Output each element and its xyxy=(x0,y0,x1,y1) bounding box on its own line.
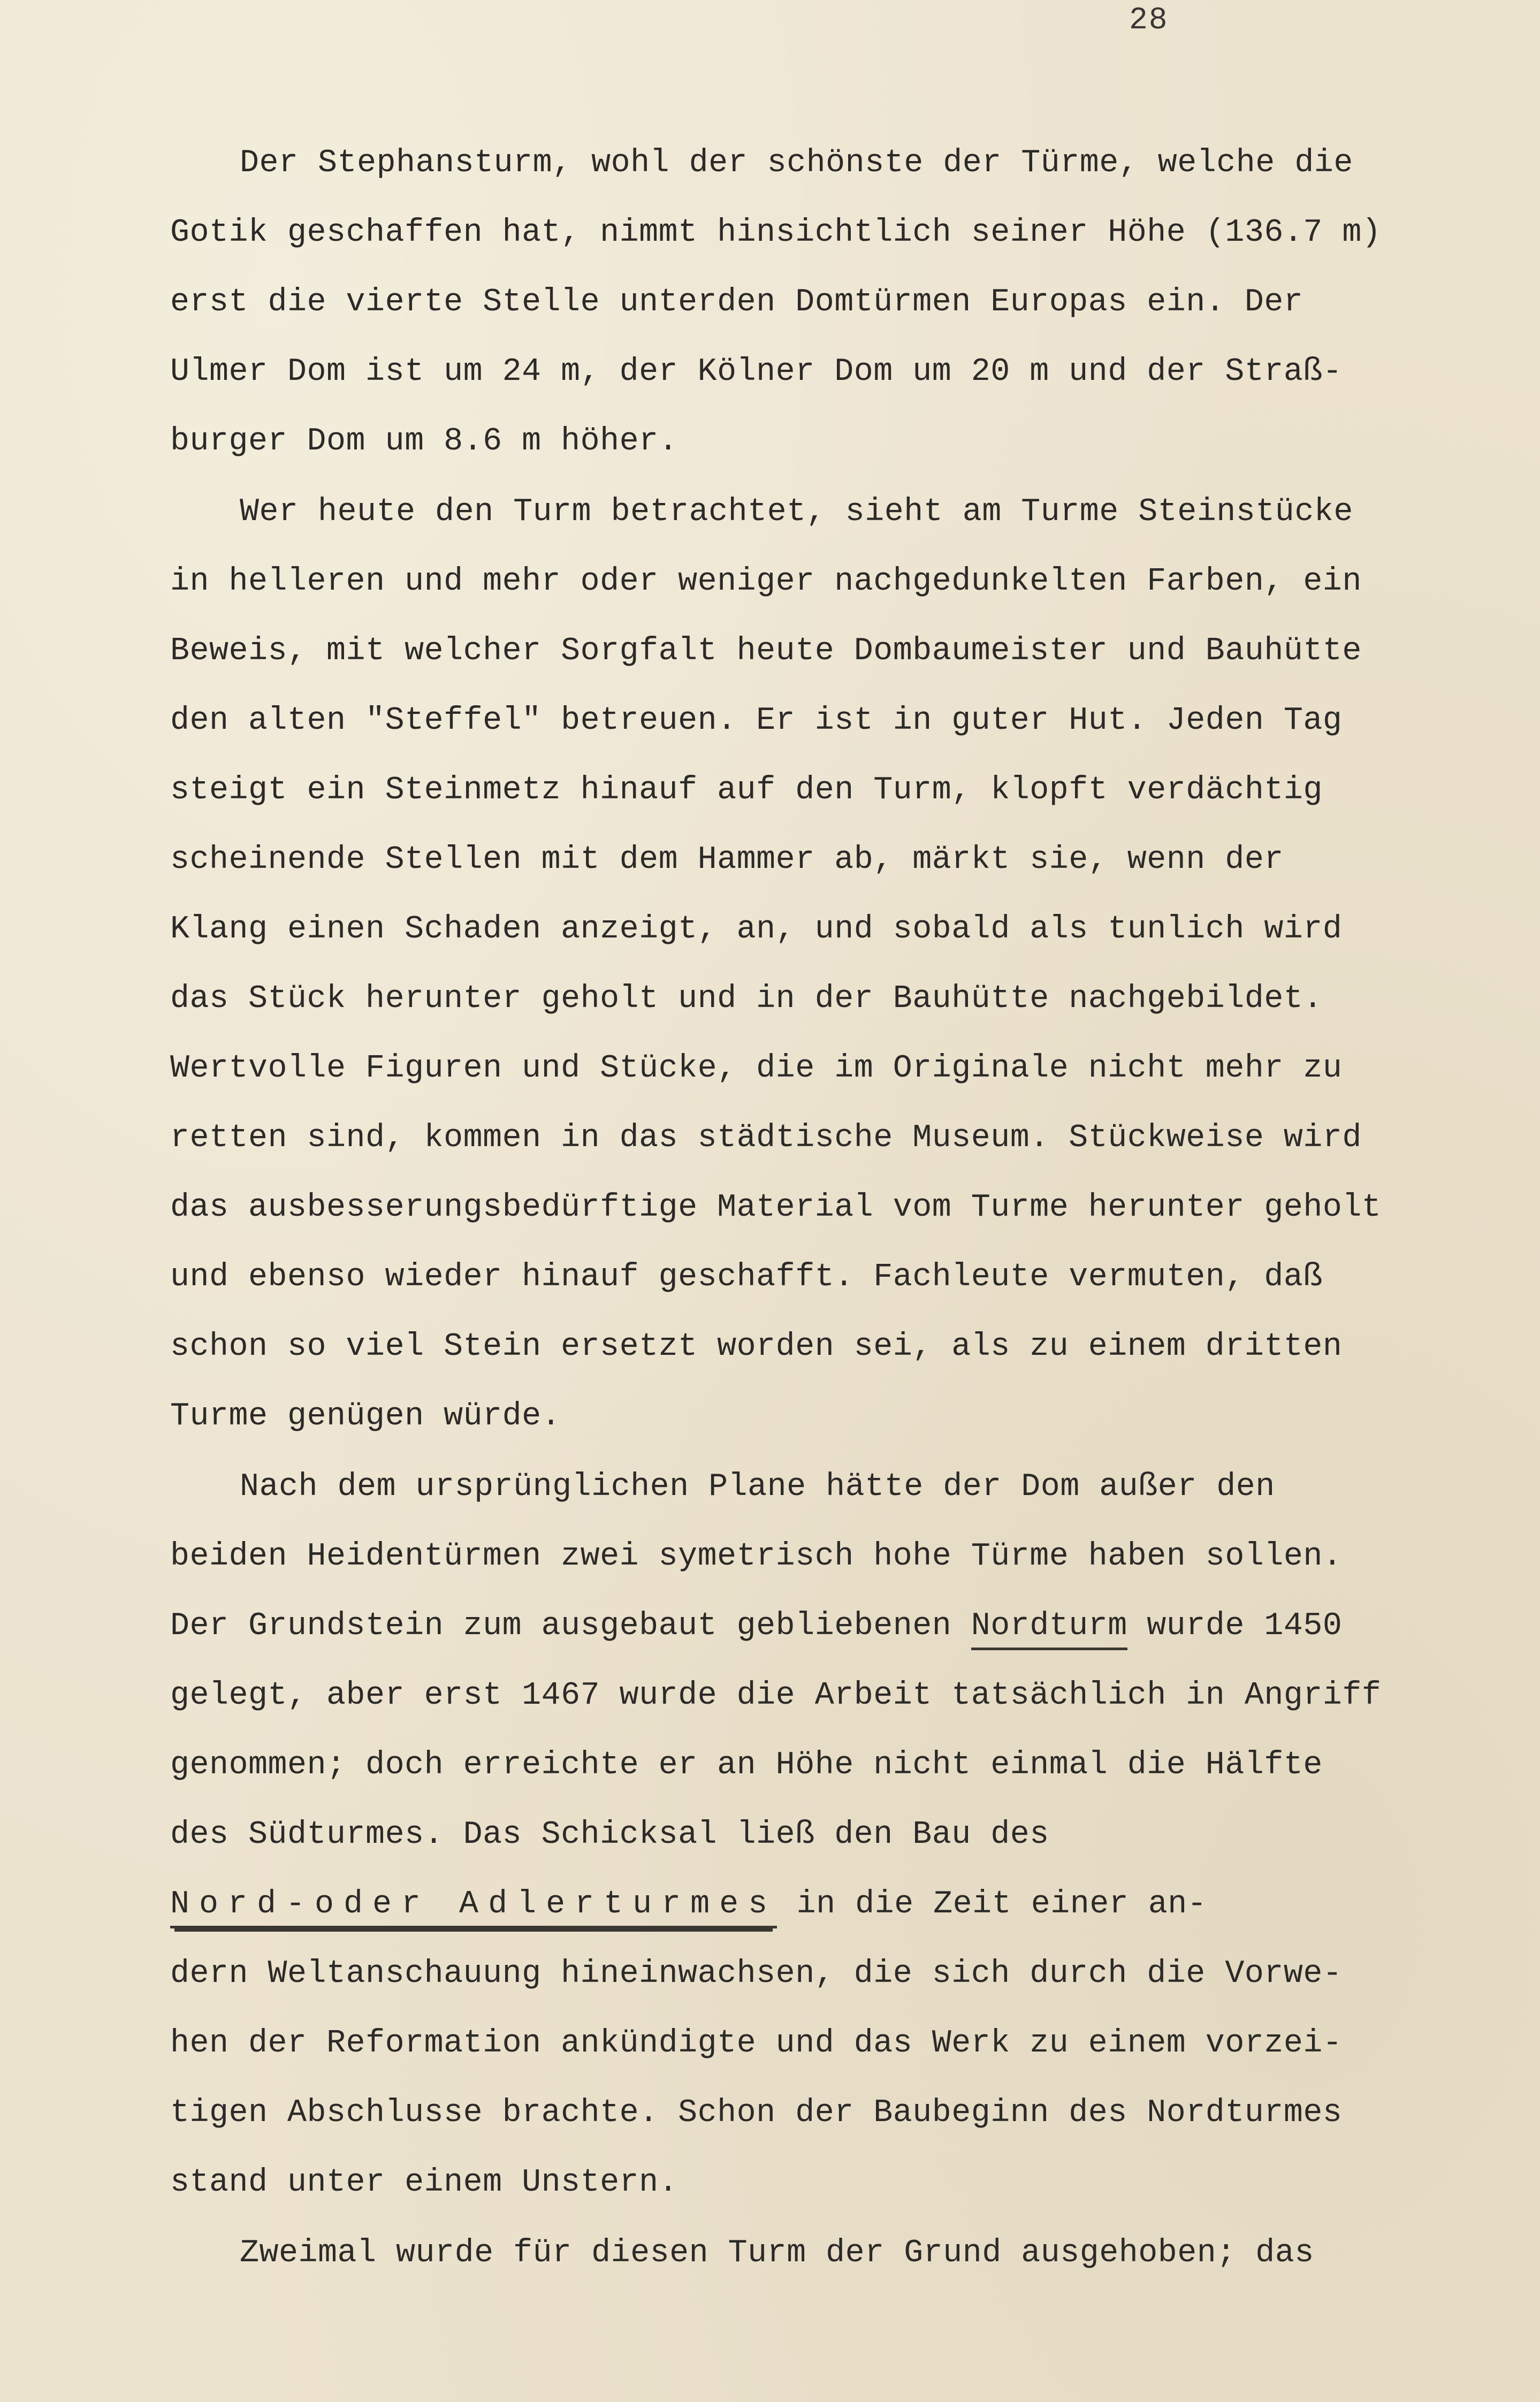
text-line: Wer heute den Turm betrachtet, sieht am Turme Steinstücke xyxy=(240,494,1353,530)
text-line: gelegt, aber erst 1467 wurde die Arbeit tatsächlich in Angriff xyxy=(170,1677,1382,1714)
text-line: scheinende Stellen mit dem Hammer ab, märkt sie, wenn der xyxy=(170,842,1284,878)
text-line: Zweimal wurde für diesen Turm der Grund ausgehoben; das xyxy=(240,2235,1314,2271)
text-line: Gotik geschaffen hat, nimmt hinsichtlich seiner Höhe (136.7 m) xyxy=(170,215,1382,251)
text-line: schon so viel Stein ersetzt worden sei, als zu einem dritten xyxy=(170,1329,1343,1365)
text-line: des Südturmes. Das Schicksal ließ den Bau des xyxy=(170,1817,1049,1853)
text-line: den alten "Steffel" betreuen. Er ist in guter Hut. Jeden Tag xyxy=(170,703,1343,739)
nordturm-line-after: wurde 1450 xyxy=(1127,1608,1343,1644)
text-line: Turme genügen würde. xyxy=(170,1398,561,1435)
nordturm-line-before: Der Grundstein zum ausgebaut gebliebenen xyxy=(170,1608,971,1644)
text-line: und ebenso wieder hinauf geschafft. Fachleute vermuten, daß xyxy=(170,1259,1323,1295)
text-line: erst die vierte Stelle unterden Domtürmen Europas ein. Der xyxy=(170,284,1303,321)
emphasis-line xyxy=(170,1870,1497,1939)
text-line: genommen; doch erreichte er an Höhe nicht einmal die Hälfte xyxy=(170,1747,1323,1783)
text-line: tigen Abschlusse brachte. Schon der Baubeginn des Nordturmes xyxy=(170,2095,1343,2131)
body-text xyxy=(170,128,1497,2288)
text-line: das ausbesserungsbedürftige Material vom Turme herunter geholt xyxy=(170,1189,1382,1226)
text-line: Ulmer Dom ist um 24 m, der Kölner Dom um 20 m und der Straß- xyxy=(170,354,1343,390)
text-line: retten sind, kommen in das städtische Museum. Stückweise wird xyxy=(170,1120,1362,1156)
text-line: stand unter einem Unstern. xyxy=(170,2164,678,2201)
text-line: Wertvolle Figuren und Stücke, die im Originale nicht mehr zu xyxy=(170,1050,1343,1087)
text-line: steigt ein Steinmetz hinauf auf den Turm, klopft verdächtig xyxy=(170,772,1323,809)
spaced-emphasis: Nord-oder Adlerturmes xyxy=(170,1886,777,1928)
page-number: 28 xyxy=(1129,3,1169,38)
text-line: hen der Reformation ankündigte und das Werk zu einem vorzei- xyxy=(170,2025,1343,2062)
text-line: Beweis, mit welcher Sorgfalt heute Dombaumeister und Bauhütte xyxy=(170,633,1362,669)
text-line: Nach dem ursprünglichen Plane hätte der Dom außer den xyxy=(240,1469,1275,1505)
text-line: das Stück herunter geholt und in der Bauhütte nachgebildet. xyxy=(170,981,1323,1017)
text-line: burger Dom um 8.6 m höher. xyxy=(170,423,678,460)
text-line: Der Stephansturm, wohl der schönste der Türme, welche die xyxy=(240,145,1353,181)
text-line: dern Weltanschauung hineinwachsen, die sich durch die Vorwe- xyxy=(170,1956,1343,1992)
text-line xyxy=(170,1591,1497,1661)
underlined-word: Nordturm xyxy=(971,1608,1127,1650)
text-line: beiden Heidentürmen zwei symetrisch hohe Türme haben sollen. xyxy=(170,1538,1343,1575)
text-line: Klang einen Schaden anzeigt, an, und sobald als tunlich wird xyxy=(170,911,1343,948)
emphasis-line-rest: in die Zeit einer an- xyxy=(777,1886,1207,1923)
text-line: in helleren und mehr oder weniger nachgedunkelten Farben, ein xyxy=(170,563,1362,600)
